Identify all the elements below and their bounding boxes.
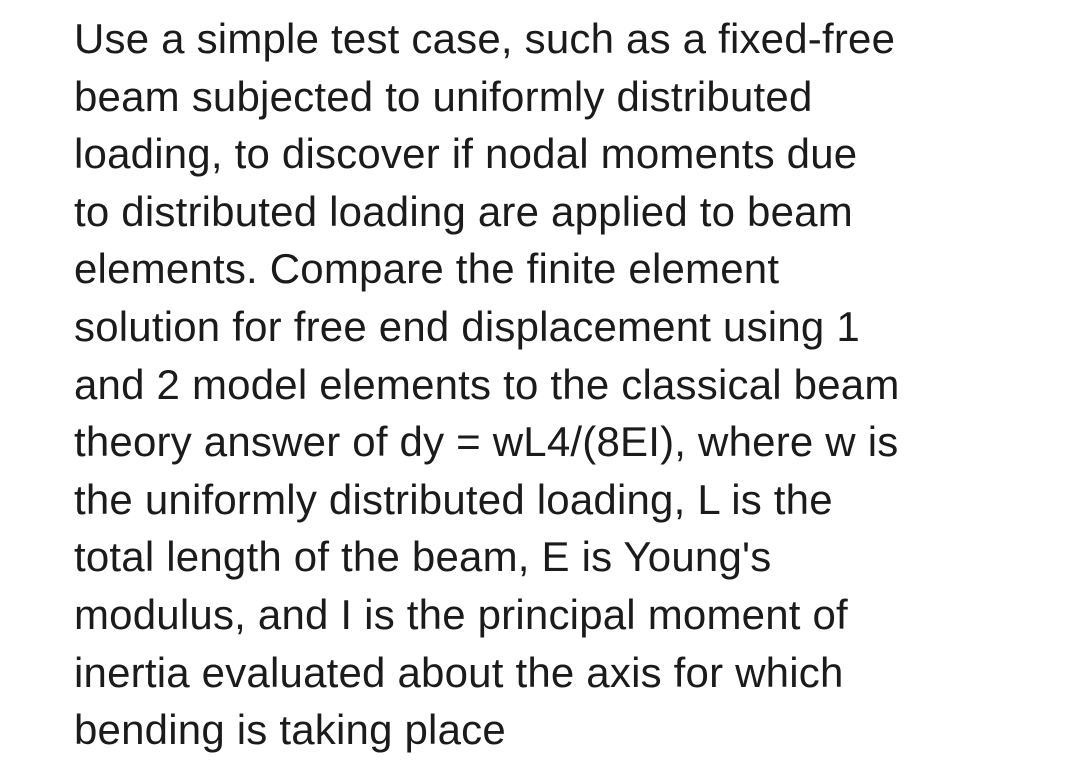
text-line-12: inertia evaluated about the axis for which xyxy=(74,648,844,696)
text-line-7: and 2 model elements to the classical beam xyxy=(74,360,900,408)
text-line-11: modulus, and I is the principal moment of xyxy=(74,590,848,638)
text-line-9: the uniformly distributed loading, L is the xyxy=(74,475,833,523)
text-line-2: beam subjected to uniformly distributed xyxy=(74,72,813,120)
problem-statement xyxy=(74,10,1064,759)
text-line-3: loading, to discover if nodal moments due xyxy=(74,130,858,178)
text-line-4: to distributed loading are applied to beam xyxy=(74,187,853,235)
text-line-8: theory answer of dy = wL4/(8EI), where w is xyxy=(74,418,899,466)
text-line-6: solution for free end displacement using 1 xyxy=(74,302,860,350)
text-line-13: bending is taking place xyxy=(74,706,506,754)
text-line-5: elements. Compare the finite element xyxy=(74,245,780,293)
text-line-1: Use a simple test case, such as a fixed-free xyxy=(74,15,896,62)
text-line-10: total length of the beam, E is Young's xyxy=(74,533,772,581)
